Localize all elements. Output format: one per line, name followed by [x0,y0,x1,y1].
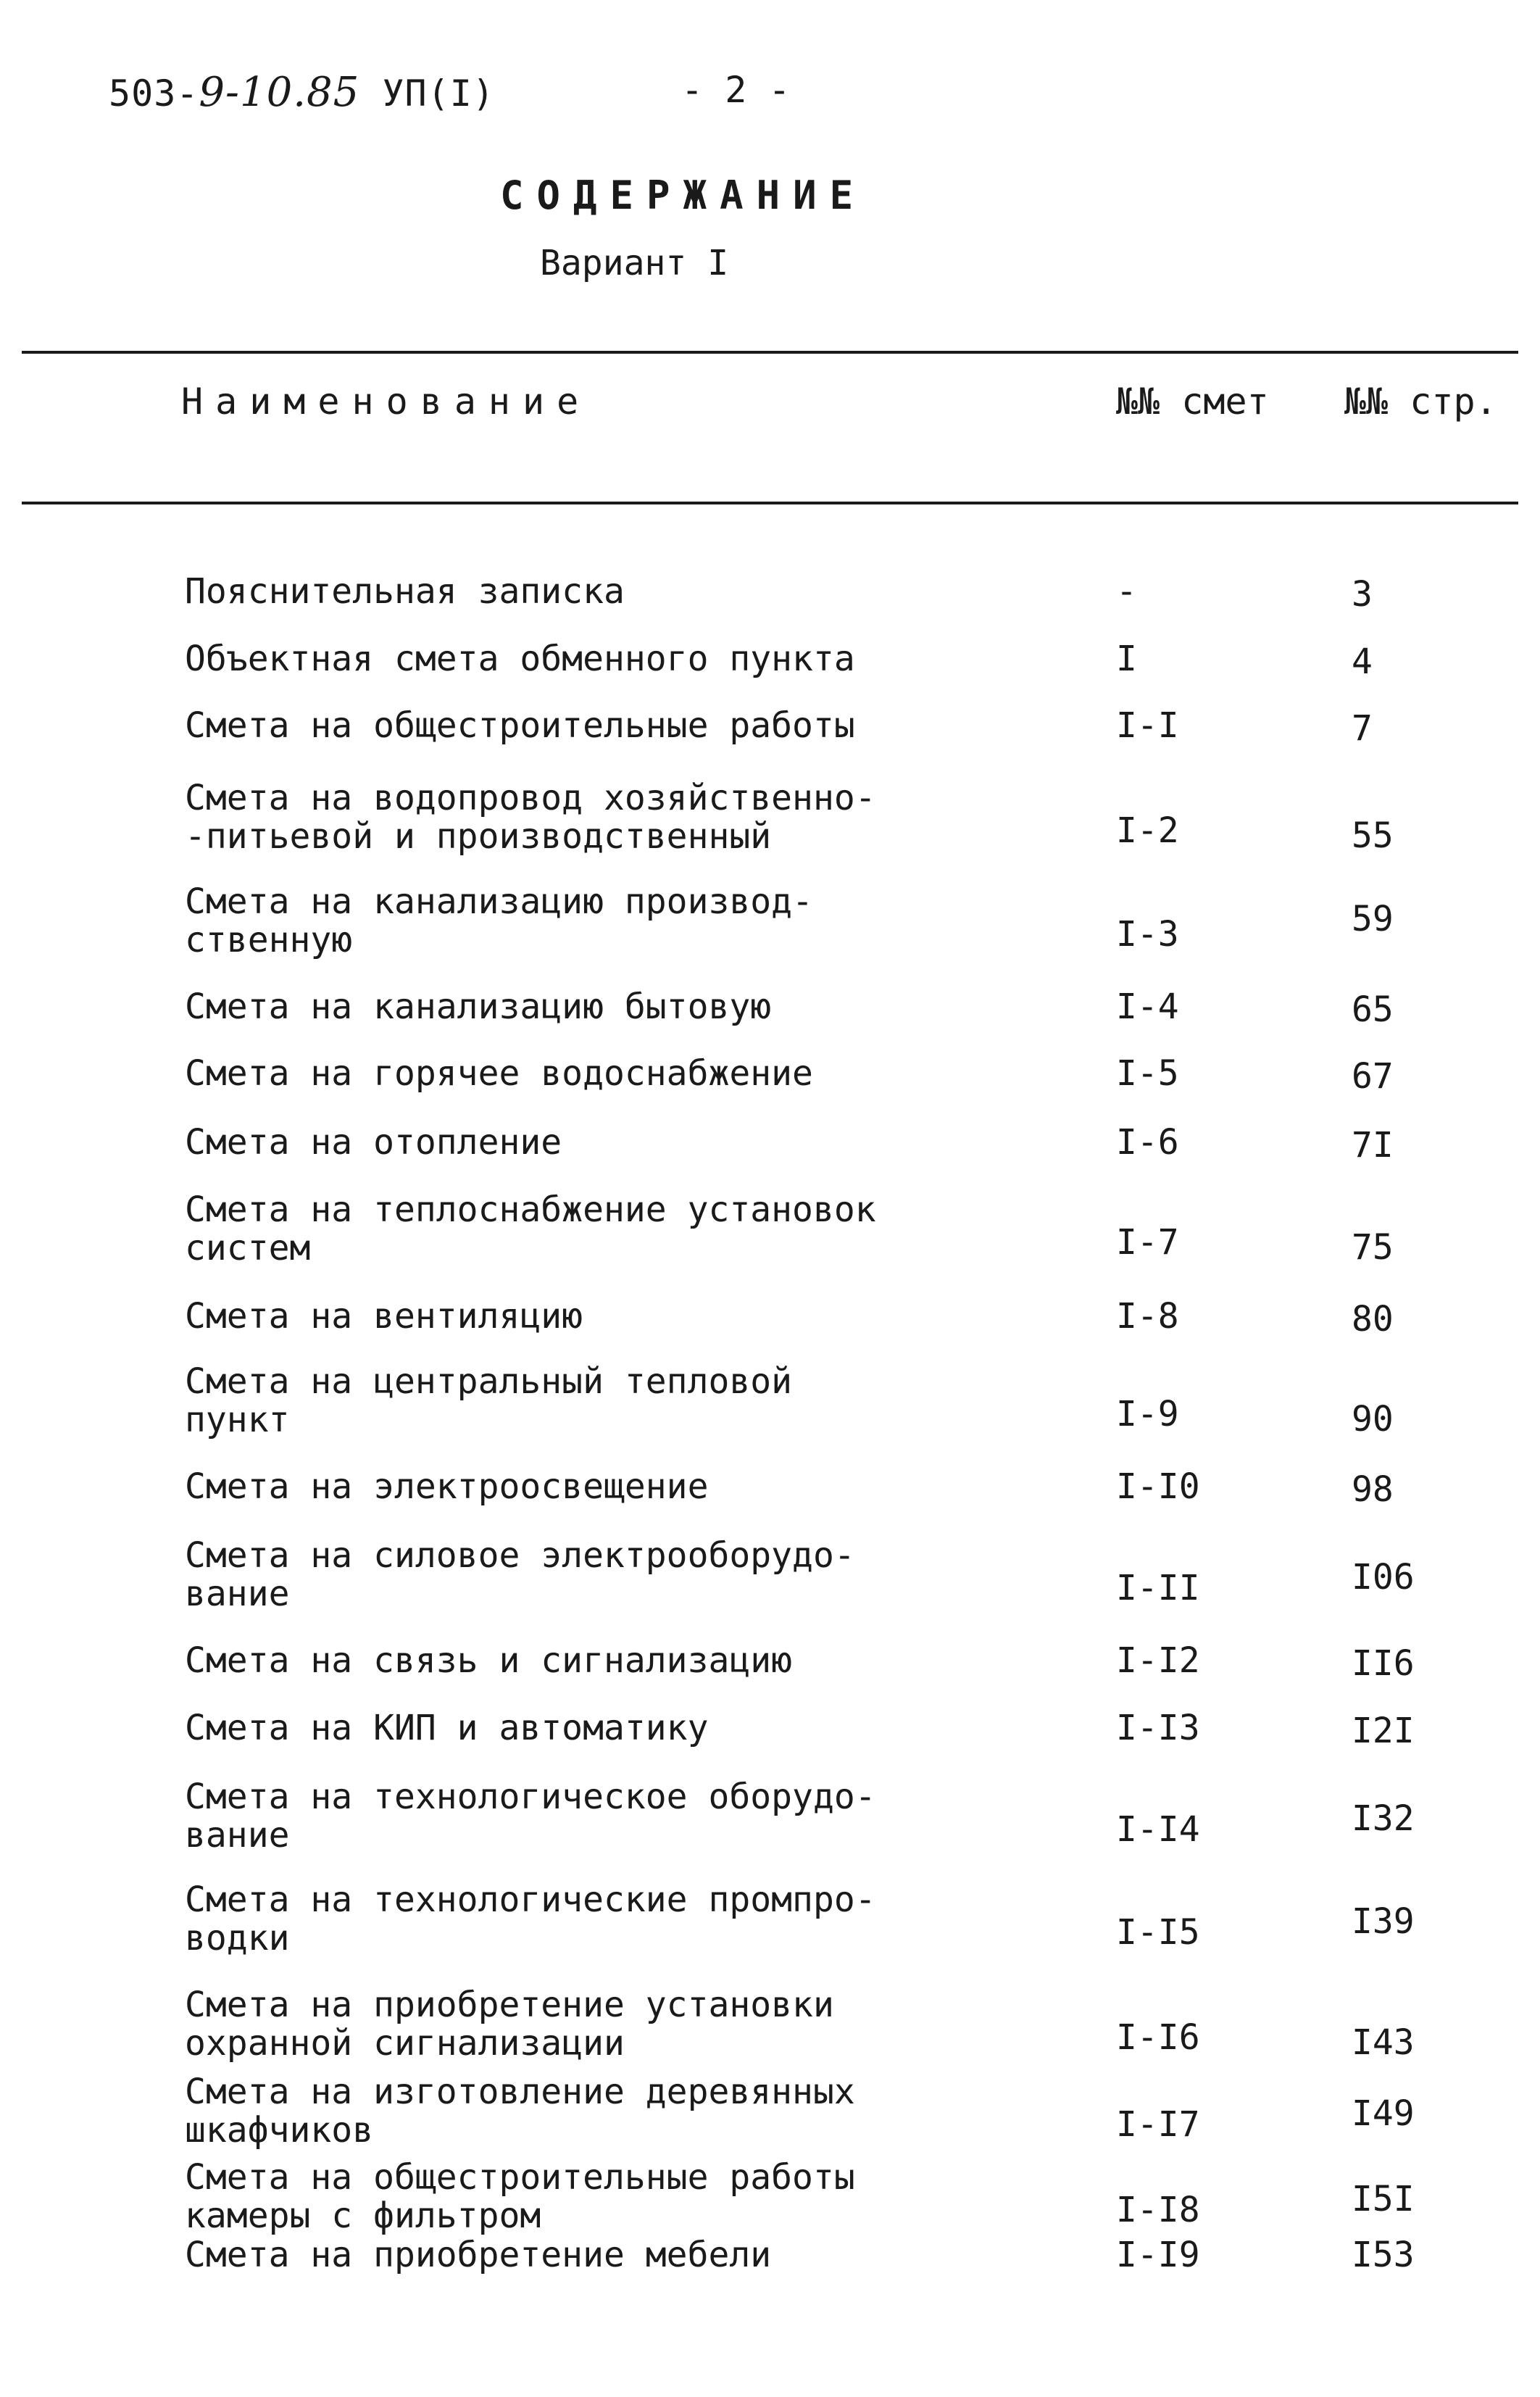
toc-item-name: Смета на приобретение мебели [185,2235,772,2275]
document-code-handwritten: 9-10.85 [199,69,360,116]
column-header-name: Наименование [181,381,591,423]
toc-item-name: Смета на технологические промпро- водки [185,1879,876,1958]
column-header-page: №№ стр. [1344,381,1497,423]
toc-item-page-number: I39 [1352,1901,1415,1942]
toc-item-name: Смета на отопление [185,1122,562,1163]
toc-item-estimate-number: I-I7 [1116,2104,1200,2145]
toc-item-page-number: 4 [1352,641,1373,682]
toc-item-estimate-number: I-I9 [1116,2235,1200,2275]
toc-item-name: Смета на изготовление деревянных шкафчиков [185,2072,855,2151]
toc-item-page-number: 7 [1352,708,1373,749]
toc-item-estimate-number: I-I2 [1116,1640,1200,1681]
toc-item-page-number: 90 [1352,1399,1394,1440]
toc-item-estimate-number: I-8 [1116,1296,1179,1337]
toc-item-page-number: 7I [1352,1125,1394,1166]
toc-item-name: Смета на теплоснабжение установок систем [185,1189,876,1268]
toc-item-page-number: 3 [1352,574,1373,615]
toc-item-name: Смета на технологическое оборудо- вание [185,1777,876,1856]
toc-item-page-number: 98 [1352,1469,1394,1510]
toc-item-name: Смета на общестроительные работы [185,705,855,746]
toc-item-name: Смета на вентиляцию [185,1296,583,1337]
toc-item-page-number: I5I [1352,2179,1415,2219]
toc-item-name: Пояснительная записка [185,571,625,612]
toc-item-estimate-number: - [1116,571,1137,612]
toc-item-estimate-number: I-I3 [1116,1708,1200,1748]
toc-item-estimate-number: I-9 [1116,1394,1179,1434]
document-subtitle: Вариант I [540,243,729,283]
toc-item-name: Смета на связь и сигнализацию [185,1640,793,1681]
toc-item-page-number: 59 [1352,899,1394,939]
toc-item-name: Смета на центральный тепловой пункт [185,1361,793,1440]
toc-item-estimate-number: I-5 [1116,1053,1179,1094]
toc-item-page-number: 65 [1352,989,1394,1030]
document-title: СОДЕРЖАНИЕ [500,173,867,218]
toc-item-estimate-number: I-I [1116,705,1179,746]
toc-item-name: Смета на КИП и автоматику [185,1708,709,1748]
toc-item-estimate-number: I-I4 [1116,1809,1200,1850]
toc-item-estimate-number: I-I6 [1116,2017,1200,2058]
toc-item-page-number: 75 [1352,1227,1394,1268]
toc-item-estimate-number: I-I0 [1116,1466,1200,1507]
toc-item-name: Смета на общестроительные работы камеры с фильтром [185,2157,855,2236]
toc-item-estimate-number: I-7 [1116,1222,1179,1263]
toc-item-name: Смета на канализацию бытовую [185,986,772,1027]
toc-item-name: Смета на горячее водоснабжение [185,1053,813,1094]
document-code-prefix: 503- [109,72,199,115]
toc-item-estimate-number: I-I8 [1116,2190,1200,2230]
toc-item-estimate-number: I-4 [1116,986,1179,1027]
toc-item-page-number: II6 [1352,1643,1415,1684]
toc-item-page-number: I32 [1352,1798,1415,1839]
page-number: - 2 - [681,69,791,111]
toc-item-estimate-number: I-II [1116,1568,1200,1608]
column-header-estimate: №№ смет [1116,381,1269,423]
toc-item-page-number: I49 [1352,2093,1415,2134]
toc-item-page-number: 80 [1352,1299,1394,1339]
toc-item-page-number: I43 [1352,2022,1415,2063]
toc-item-name: Смета на водопровод хозяйственно- -питьевой и производственный [185,778,876,857]
toc-item-estimate-number: I-6 [1116,1122,1179,1163]
toc-item-page-number: 55 [1352,815,1394,856]
toc-item-name: Объектная смета обменного пункта [185,639,855,679]
toc-item-page-number: I53 [1352,2235,1415,2275]
toc-item-estimate-number: I-I5 [1116,1912,1200,1953]
document-code-suffix: УП(I) [359,72,495,115]
toc-item-page-number: I06 [1352,1557,1415,1598]
toc-item-estimate-number: I-3 [1116,914,1179,955]
toc-item-name: Смета на силовое электрооборудо- вание [185,1535,855,1614]
toc-item-estimate-number: I [1116,639,1137,679]
toc-item-estimate-number: I-2 [1116,810,1179,851]
toc-item-name: Смета на электроосвещение [185,1466,709,1507]
toc-item-name: Смета на приобретение установки охранной сигнализации [185,1985,834,2064]
toc-item-page-number: 67 [1352,1056,1394,1097]
toc-item-name: Смета на канализацию производ- ственную [185,881,813,960]
toc-item-page-number: I2I [1352,1711,1415,1751]
